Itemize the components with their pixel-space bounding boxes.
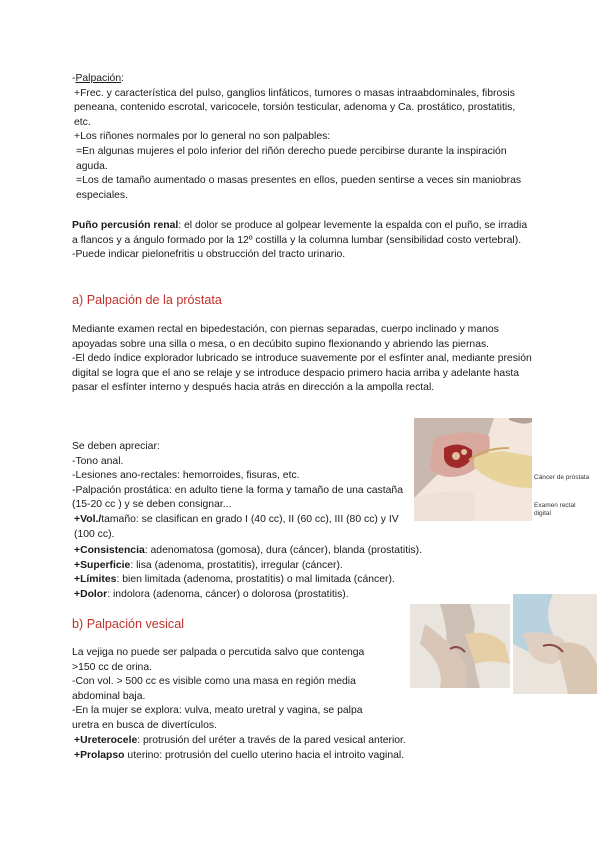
prostata-heading: a) Palpación de la próstata: [72, 293, 222, 307]
prostata-item-superficie: [72, 559, 532, 574]
prostata-item-vol: [72, 513, 407, 542]
palpacion-section: [72, 72, 532, 203]
vesical-p1: La vejiga no puede ser palpada o percutida salvo que contenga >150 cc de orina.: [72, 647, 365, 673]
puno-term: Puño percusión renal: [72, 220, 179, 231]
prostata-list: [72, 440, 407, 542]
item-text: : lisa (adenoma, prostatitis), irregular (cáncer).: [130, 559, 343, 571]
item-term: +Consistencia: [74, 545, 145, 556]
palpacion-line-3: =En algunas mujeres el polo inferior del riñón derecho puede percibirse durante la inspiración aguda.: [76, 145, 507, 172]
palpacion-title: Palpación: [75, 73, 122, 84]
item-term: +Dolor: [74, 588, 108, 600]
prostata-intro: Se deben apreciar:: [72, 441, 160, 452]
vesical-figure-2: [513, 594, 597, 694]
puno-text: : el dolor se produce al golpear levemente la espalda con el puño, se irradia a flancos y a ángulo formado por la 12º costilla y la columna lumbar (sensibilidad costo vertebral).: [72, 220, 528, 246]
vesical-item-ureterocele: [72, 734, 532, 749]
puno-line-2: -Puede indicar pielonefritis u obstrucción del tracto urinario.: [72, 249, 346, 261]
vesical-heading: b) Palpación vesical: [72, 617, 185, 631]
vesical-items: [72, 734, 532, 763]
prostata-body: [72, 323, 532, 396]
item-term: +Límites: [74, 574, 117, 586]
prostata-item-dolor: [72, 588, 532, 603]
puno-paragraph: [72, 219, 532, 248]
figure-label-examen: Examen rectal digital: [534, 502, 576, 517]
palpacion-line-1: +Frec. y característica del pulso, ganglios linfáticos, tumores o masas intraabdominales, fibrosis peneana, contenido escrotal, varicocele, torsión testicular, adenoma y Ca. prostático, prostatitis, etc.: [74, 87, 516, 128]
palpacion-line-4: =Los de tamaño aumentado o masas presentes en ellos, pueden sentirse a veces sin maniobras especiales.: [76, 175, 522, 201]
item-text: tamaño: se clasifican en grado I (40 cc), II (60 cc), III (80 cc) y IV (100 cc).: [74, 513, 399, 540]
vesical-p2: -Con vol. > 500 cc es visible como una masa en región media abdominal baja.: [72, 676, 356, 702]
vesical-item-prolapso: [72, 749, 532, 764]
prostata-palp: -Palpación prostática: en adulto tiene la forma y tamaño de una castaña (15-20 cc ) y se deben consignar...: [72, 484, 403, 511]
prostata-item-consistencia: [72, 544, 532, 559]
figure-label-cancer: Cáncer de próstata: [534, 474, 590, 481]
prostata-tono: -Tono anal.: [72, 455, 124, 467]
item-text: : protrusión del uréter a través de la pared vesical anterior.: [137, 735, 406, 746]
item-term: +Vol./: [74, 513, 102, 525]
vesical-figure-1: [410, 604, 510, 688]
prostata-item-limites: [72, 573, 532, 588]
item-text: : adenomatosa (gomosa), dura (cáncer), blanda (prostatitis).: [144, 545, 422, 556]
item-term: +Prolapso: [74, 749, 125, 761]
prostata-lesiones: -Lesiones ano-rectales: hemorroides, fisuras, etc.: [72, 470, 300, 482]
item-term: +Superficie: [74, 559, 131, 571]
vesical-p3: -En la mujer se explora: vulva, meato uretral y vagina, se palpa uretra en busca de divertículos.: [72, 705, 363, 731]
prostata-items-wide: [72, 544, 532, 602]
rectal-exam-illustration: [414, 418, 532, 521]
rectal-exam-figure: [414, 418, 532, 521]
prostata-p1: Mediante examen rectal en bipedestación, con piernas separadas, cuerpo inclinado y manos apoyadas sobre una silla o mesa, o en decúbito supino flexionando y abriendo las piernas.: [72, 324, 499, 350]
vesical-body: [72, 646, 387, 734]
item-text: : indolora (adenoma, cáncer) o dolorosa (prostatitis).: [107, 588, 349, 600]
vesical-illustration-1: [410, 604, 510, 688]
palpacion-title-line: -Palpación:: [72, 73, 124, 84]
item-term: +Ureterocele: [74, 735, 138, 746]
item-text: : bien limitada (adenoma, prostatitis) o mal limitada (cáncer).: [116, 574, 395, 586]
vesical-illustration-2: [513, 594, 597, 694]
palpacion-line-2: +Los riñones normales por lo general no son palpables:: [74, 131, 331, 143]
puno-section: [72, 219, 532, 263]
item-text: uterino: protrusión del cuello uterino hacia el introito vaginal.: [124, 749, 405, 761]
prostata-p2: -El dedo índice explorador lubricado se introduce suavemente por el esfínter anal, mediante presión digital se logra que el ano se relaje y se introduce despacio primero hacia arriba y adelante hasta pasar el esfínter interno y después hacia atrás en dirección a la ampolla rectal.: [72, 353, 532, 394]
